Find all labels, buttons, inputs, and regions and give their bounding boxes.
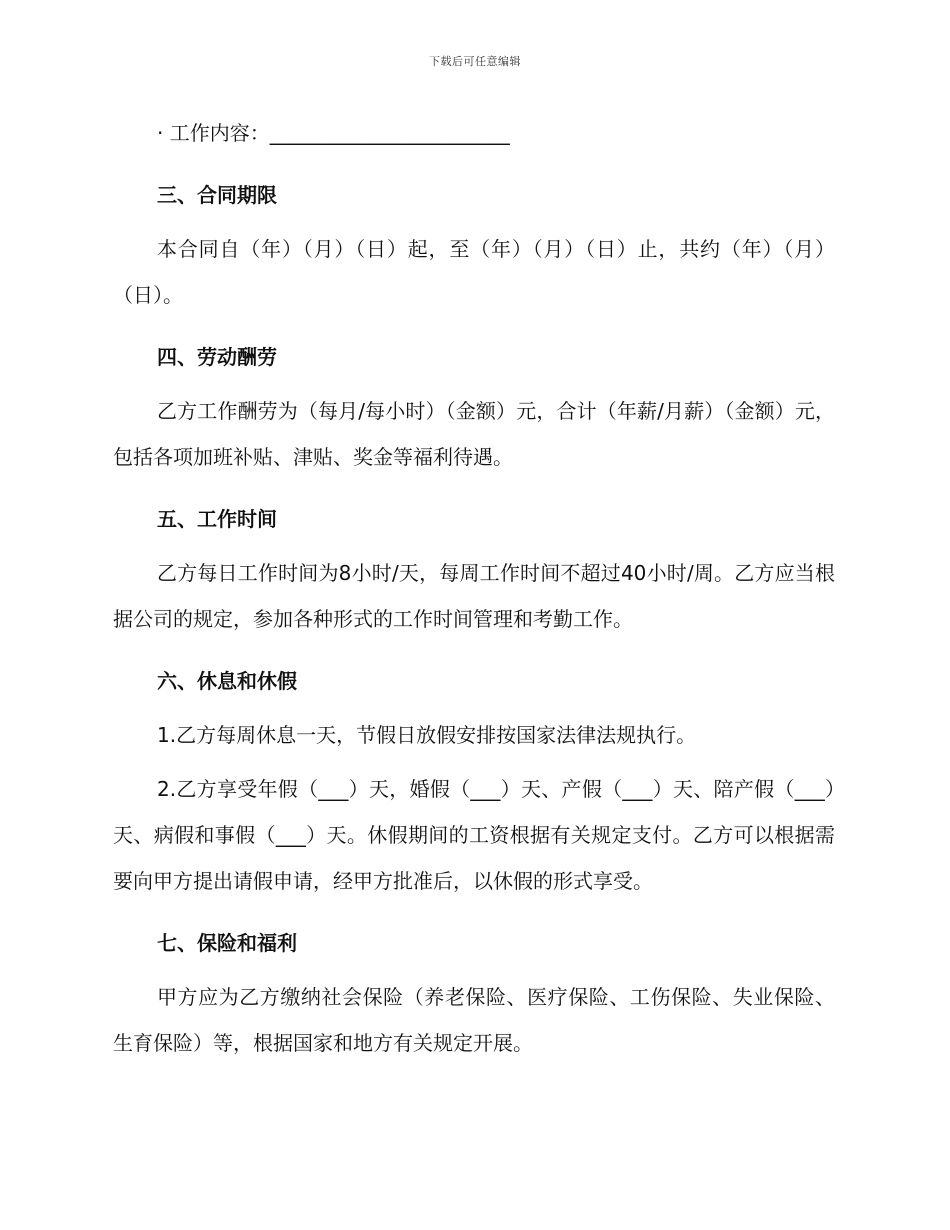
section-7-text: 甲方应为乙方缴纳社会保险（养老保险、医疗保险、工伤保险、失业保险、生育保险）等，根据国家和地方有关规定开展。 [113, 985, 835, 1055]
section-6-title: 六、休息和休假 [157, 669, 297, 693]
document-body [113, 110, 835, 1066]
section-7-title: 七、保险和福利 [157, 931, 297, 955]
section-6-item-2: 2.乙方享受年假（___）天，婚假（___）天、产假（___）天、陪产假（___）天、病假和事假（___）天。休假期间的工资根据有关规定支付。乙方可以根据需要向甲方提出请假申请，经甲方批准后，以休假的形式享受。 [113, 777, 835, 893]
section-4-title: 四、劳动酬劳 [157, 345, 277, 369]
section-3-text: 本合同自（年）（月）（日）起，至（年）（月）（日）止，共约（年）（月）（日）。 [113, 237, 835, 307]
section-3-title: 三、合同期限 [157, 183, 277, 207]
section-5-title: 五、工作时间 [157, 507, 277, 531]
page-header-note: 下载后可任意编辑 [429, 55, 521, 68]
section-6-item-1: 1.乙方每周休息一天，节假日放假安排按国家法律法规执行。 [157, 723, 697, 747]
section-4-text: 乙方工作酬劳为（每月/每小时）（金额）元，合计（年薪/月薪）（金额）元，包括各项加班补贴、津贴、奖金等福利待遇。 [113, 399, 835, 469]
section-5-text: 乙方每日工作时间为8小时/天，每周工作时间不超过40小时/周。乙方应当根据公司的规定，参加各种形式的工作时间管理和考勤工作。 [113, 561, 835, 631]
work-content-line: · 工作内容：________________________ [157, 121, 510, 145]
